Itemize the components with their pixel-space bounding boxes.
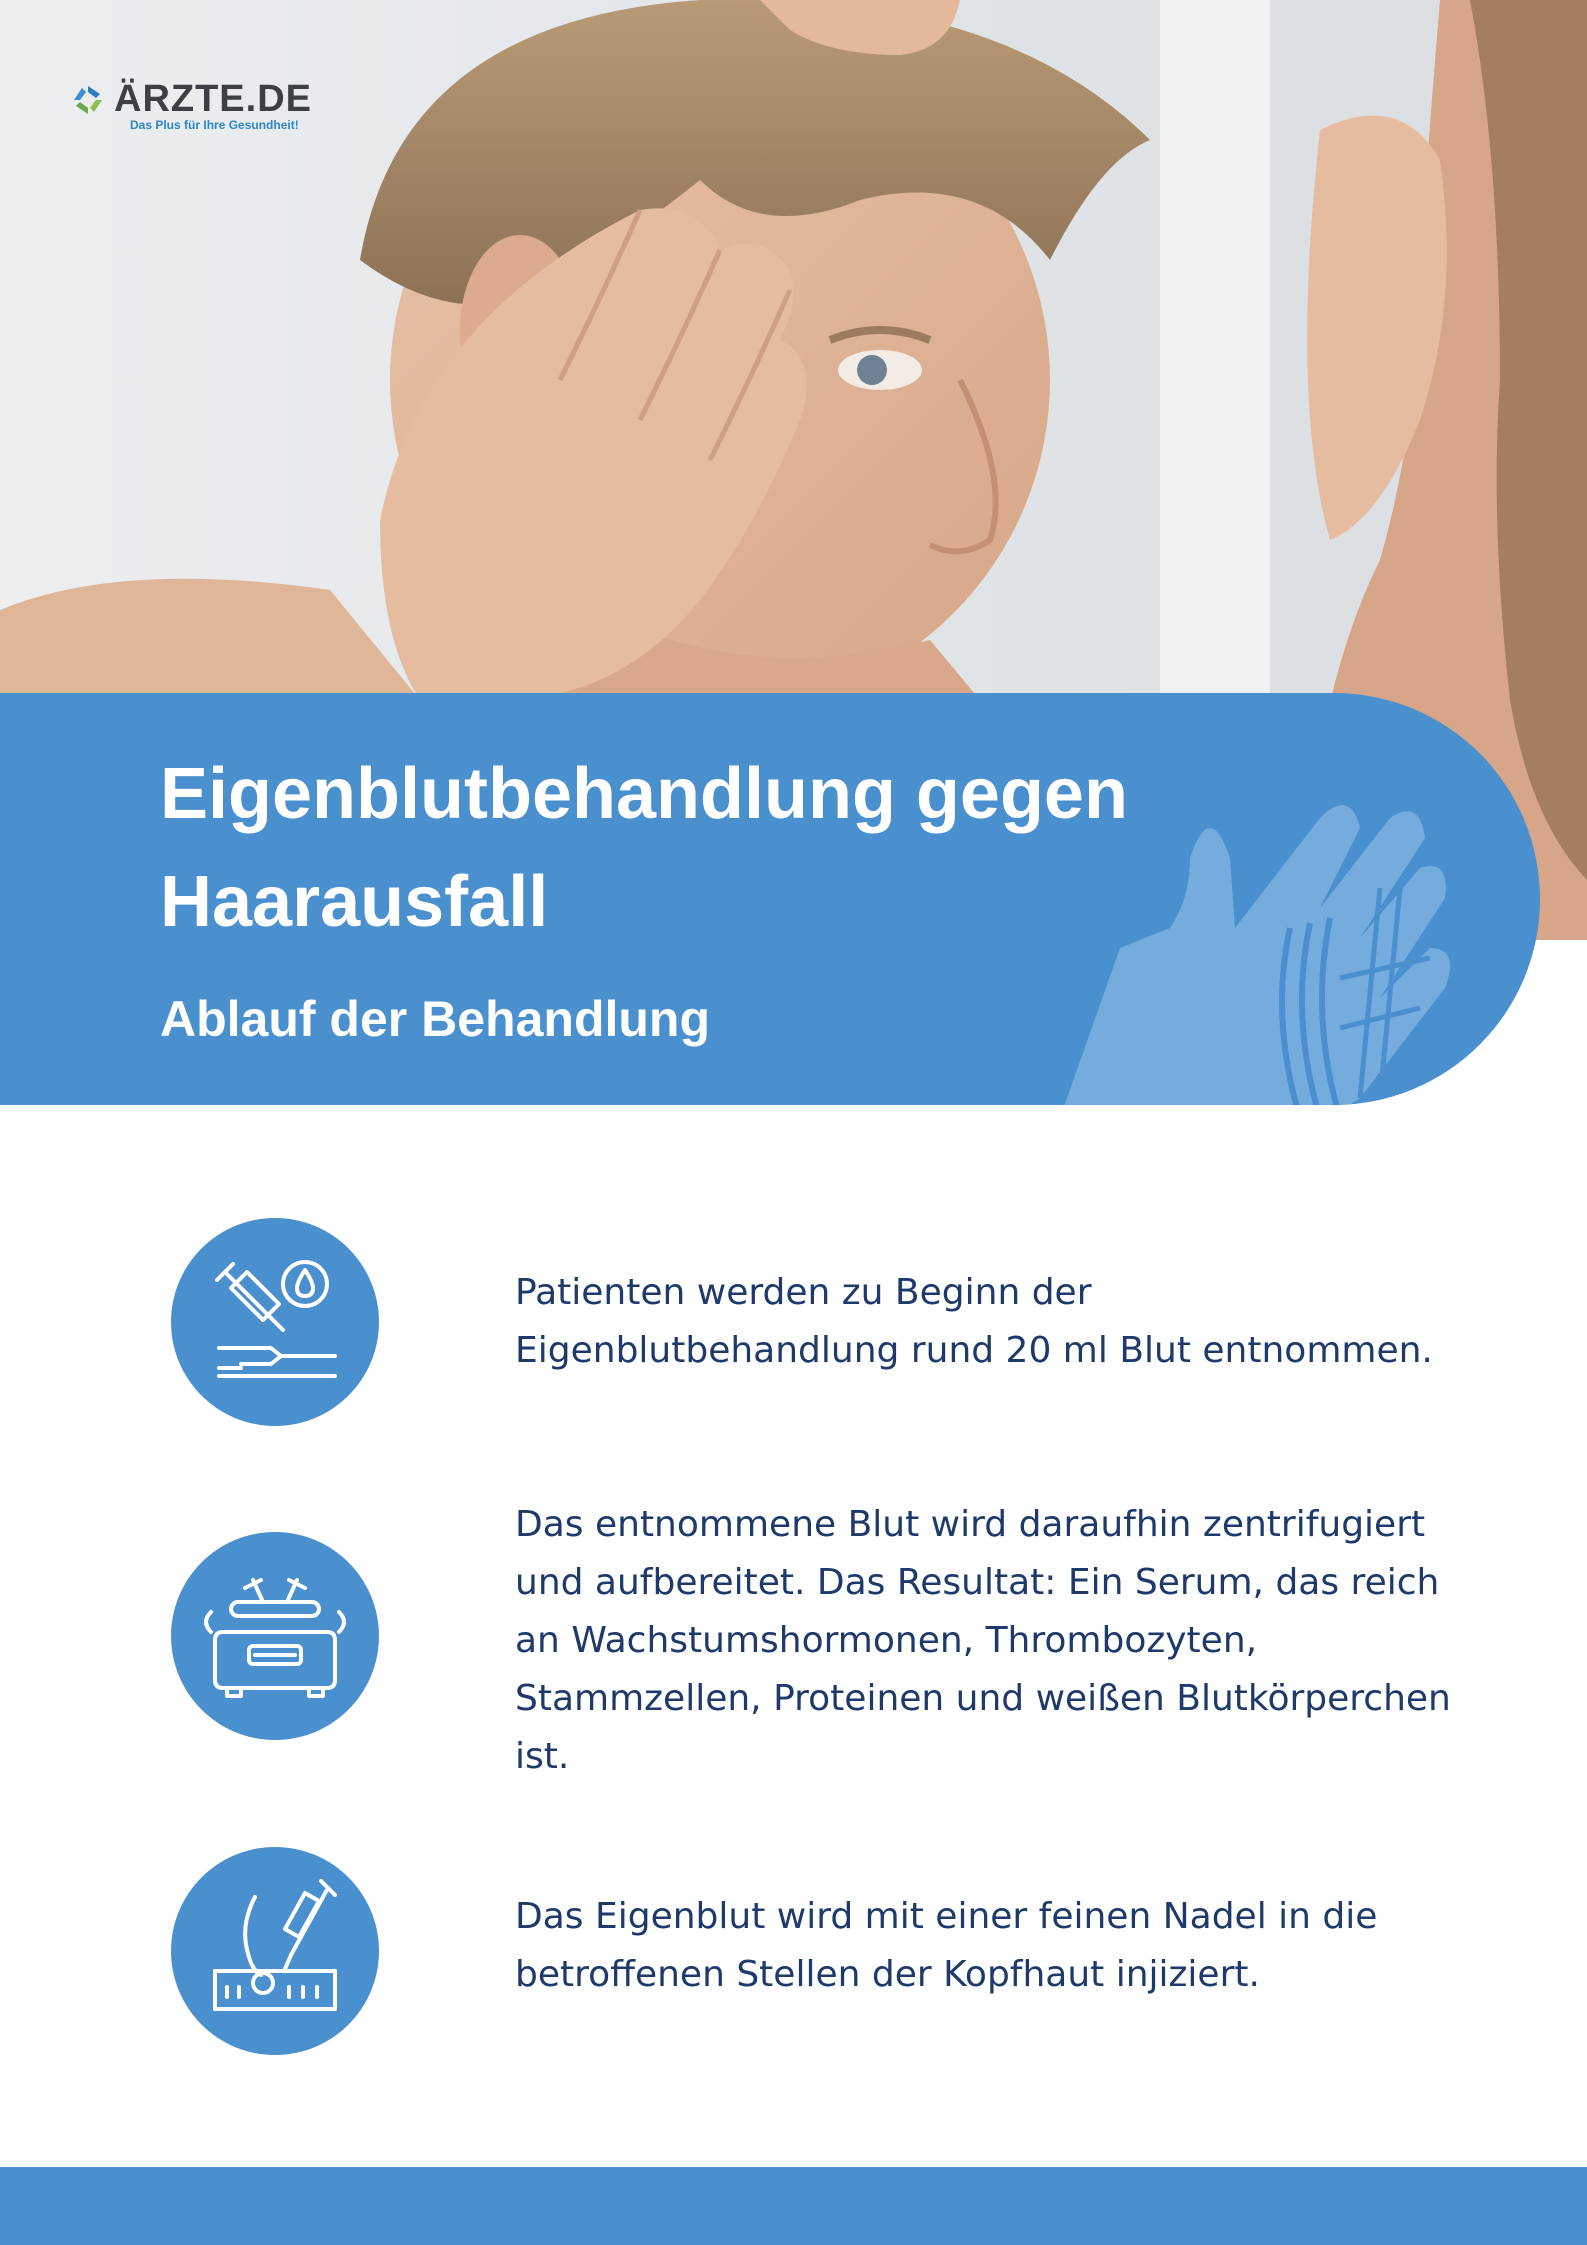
step-3-text: Das Eigenblut wird mit einer feinen Nadel in die betroffenen Stellen der Kopfhaut injiziert.	[515, 1896, 1378, 1995]
centrifuge-icon	[171, 1532, 379, 1740]
brand-name: ÄRZTE.DE	[114, 78, 312, 120]
step-2-text: Das entnommene Blut wird daraufhin zentrifugiert und aufbereitet. Das Resultat: Ein Serum, das reich an Wachstumshormonen, Thrombozyten, Stammzellen, Proteinen und weißen Blutkörperchen ist.	[515, 1504, 1451, 1777]
footer-bar	[0, 2167, 1587, 2245]
scalp-injection-icon	[171, 1847, 379, 2055]
page-title: Eigenblutbehandlung gegen Haarausfall	[160, 754, 1128, 942]
page-subtitle: Ablauf der Behandlung	[160, 991, 710, 1047]
step-1-text: Patienten werden zu Beginn der Eigenblutbehandlung rund 20 ml Blut entnommen.	[515, 1272, 1433, 1371]
logo-mark-icon	[70, 82, 106, 118]
brand-tagline: Das Plus für Ihre Gesundheit!	[130, 118, 299, 132]
blood-draw-icon	[171, 1218, 379, 1426]
